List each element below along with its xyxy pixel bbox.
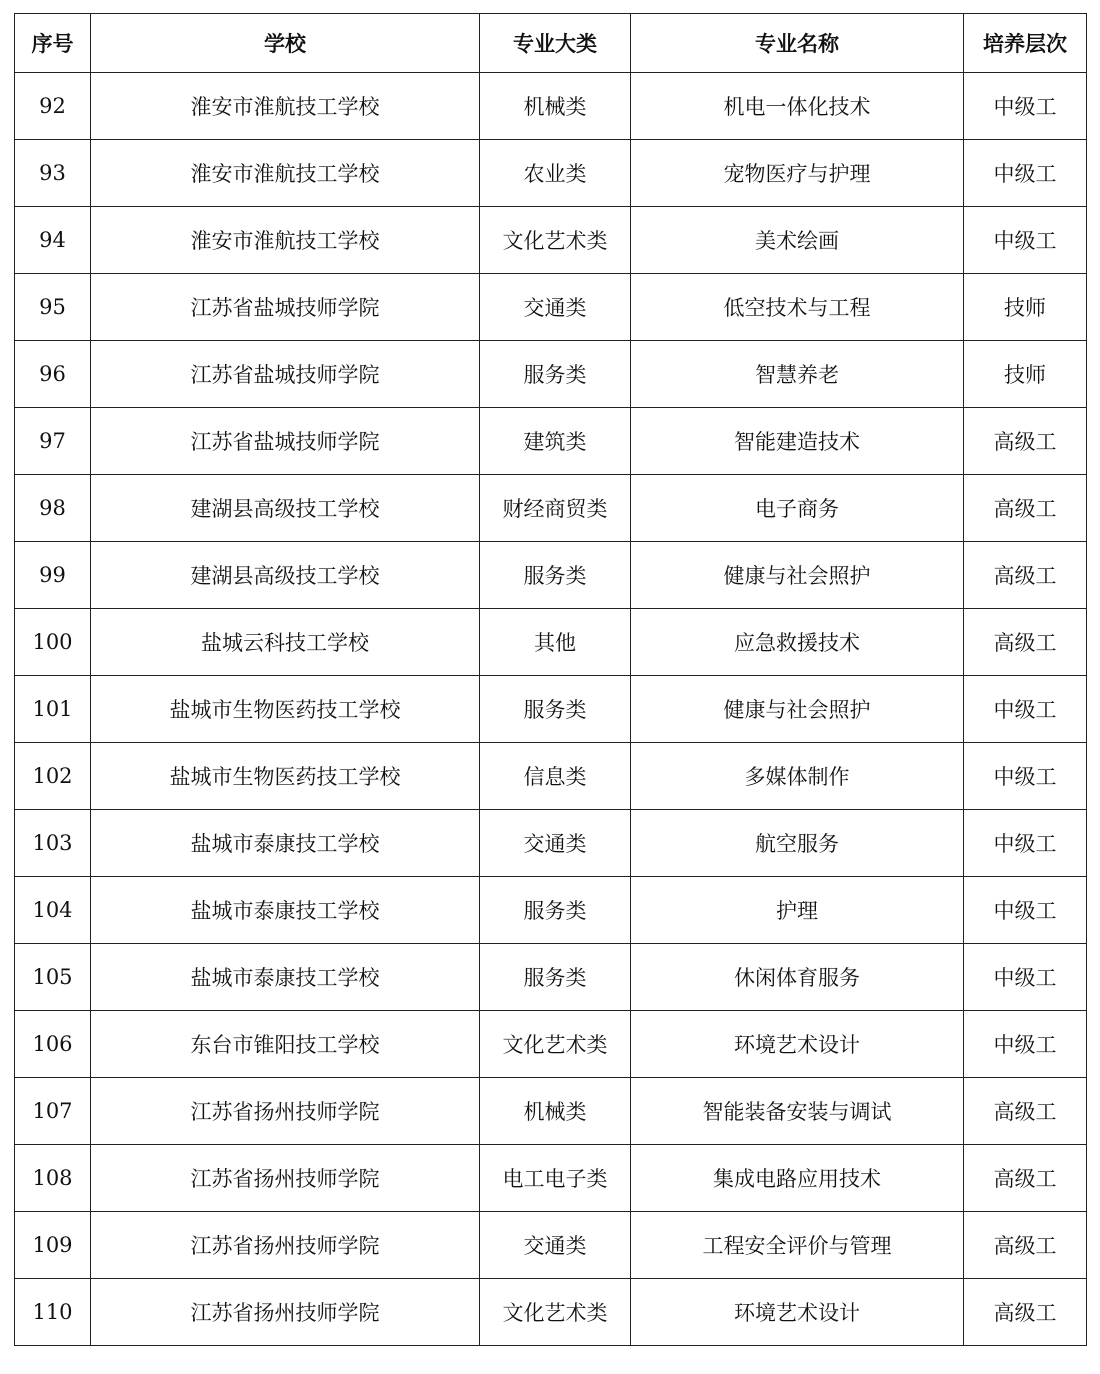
cell-training-level: 中级工 <box>964 810 1087 877</box>
header-major-name: 专业名称 <box>631 14 964 73</box>
cell-major-category: 农业类 <box>480 140 631 207</box>
cell-major-name: 航空服务 <box>631 810 964 877</box>
table-row <box>15 1279 1087 1346</box>
cell-school: 盐城市泰康技工学校 <box>91 877 480 944</box>
header-training-level: 培养层次 <box>964 14 1087 73</box>
cell-major-name: 应急救援技术 <box>631 609 964 676</box>
cell-training-level: 高级工 <box>964 609 1087 676</box>
cell-school: 江苏省扬州技师学院 <box>91 1212 480 1279</box>
cell-school: 建湖县高级技工学校 <box>91 542 480 609</box>
cell-serial-number: 93 <box>15 140 91 207</box>
table-row <box>15 408 1087 475</box>
table-row <box>15 73 1087 140</box>
cell-training-level: 中级工 <box>964 1011 1087 1078</box>
cell-major-category: 文化艺术类 <box>480 1011 631 1078</box>
cell-school: 淮安市淮航技工学校 <box>91 140 480 207</box>
cell-major-category: 服务类 <box>480 542 631 609</box>
cell-major-name: 机电一体化技术 <box>631 73 964 140</box>
cell-major-name: 智慧养老 <box>631 341 964 408</box>
cell-major-category: 其他 <box>480 609 631 676</box>
cell-major-name: 电子商务 <box>631 475 964 542</box>
table-row <box>15 1011 1087 1078</box>
cell-major-category: 机械类 <box>480 1078 631 1145</box>
cell-serial-number: 101 <box>15 676 91 743</box>
table-row <box>15 743 1087 810</box>
cell-school: 淮安市淮航技工学校 <box>91 207 480 274</box>
cell-serial-number: 99 <box>15 542 91 609</box>
cell-major-category: 服务类 <box>480 944 631 1011</box>
cell-major-name: 美术绘画 <box>631 207 964 274</box>
header-school: 学校 <box>91 14 480 73</box>
table-row <box>15 140 1087 207</box>
cell-major-name: 环境艺术设计 <box>631 1279 964 1346</box>
cell-school: 盐城云科技工学校 <box>91 609 480 676</box>
table-row <box>15 542 1087 609</box>
cell-training-level: 中级工 <box>964 207 1087 274</box>
header-serial-number: 序号 <box>15 14 91 73</box>
cell-major-category: 机械类 <box>480 73 631 140</box>
table-row <box>15 609 1087 676</box>
cell-serial-number: 104 <box>15 877 91 944</box>
cell-major-category: 文化艺术类 <box>480 1279 631 1346</box>
cell-major-name: 智能建造技术 <box>631 408 964 475</box>
cell-school: 盐城市泰康技工学校 <box>91 810 480 877</box>
table-row <box>15 475 1087 542</box>
cell-serial-number: 106 <box>15 1011 91 1078</box>
cell-major-name: 健康与社会照护 <box>631 676 964 743</box>
cell-training-level: 中级工 <box>964 743 1087 810</box>
table-row <box>15 274 1087 341</box>
cell-training-level: 高级工 <box>964 1212 1087 1279</box>
cell-training-level: 中级工 <box>964 140 1087 207</box>
cell-serial-number: 103 <box>15 810 91 877</box>
program-table <box>14 13 1087 1346</box>
cell-serial-number: 96 <box>15 341 91 408</box>
cell-serial-number: 102 <box>15 743 91 810</box>
cell-major-name: 环境艺术设计 <box>631 1011 964 1078</box>
cell-school: 江苏省盐城技师学院 <box>91 341 480 408</box>
cell-major-category: 服务类 <box>480 341 631 408</box>
cell-major-name: 工程安全评价与管理 <box>631 1212 964 1279</box>
cell-major-category: 服务类 <box>480 676 631 743</box>
cell-school: 建湖县高级技工学校 <box>91 475 480 542</box>
cell-serial-number: 107 <box>15 1078 91 1145</box>
cell-major-name: 健康与社会照护 <box>631 542 964 609</box>
cell-major-category: 文化艺术类 <box>480 207 631 274</box>
cell-major-name: 休闲体育服务 <box>631 944 964 1011</box>
cell-serial-number: 95 <box>15 274 91 341</box>
cell-training-level: 高级工 <box>964 1279 1087 1346</box>
cell-training-level: 高级工 <box>964 475 1087 542</box>
cell-school: 江苏省扬州技师学院 <box>91 1279 480 1346</box>
cell-major-category: 信息类 <box>480 743 631 810</box>
cell-training-level: 技师 <box>964 274 1087 341</box>
cell-serial-number: 92 <box>15 73 91 140</box>
table-row <box>15 810 1087 877</box>
table-header <box>15 14 1087 73</box>
cell-training-level: 中级工 <box>964 944 1087 1011</box>
table-body <box>15 73 1087 1346</box>
cell-major-category: 电工电子类 <box>480 1145 631 1212</box>
cell-school: 盐城市泰康技工学校 <box>91 944 480 1011</box>
header-major-category: 专业大类 <box>480 14 631 73</box>
table-row <box>15 1145 1087 1212</box>
cell-school: 江苏省扬州技师学院 <box>91 1145 480 1212</box>
cell-serial-number: 98 <box>15 475 91 542</box>
cell-school: 东台市锥阳技工学校 <box>91 1011 480 1078</box>
cell-serial-number: 108 <box>15 1145 91 1212</box>
cell-school: 盐城市生物医药技工学校 <box>91 676 480 743</box>
cell-training-level: 高级工 <box>964 1145 1087 1212</box>
cell-serial-number: 105 <box>15 944 91 1011</box>
cell-serial-number: 110 <box>15 1279 91 1346</box>
cell-school: 江苏省盐城技师学院 <box>91 274 480 341</box>
cell-serial-number: 94 <box>15 207 91 274</box>
cell-major-name: 护理 <box>631 877 964 944</box>
table-row <box>15 676 1087 743</box>
cell-major-category: 交通类 <box>480 1212 631 1279</box>
cell-school: 盐城市生物医药技工学校 <box>91 743 480 810</box>
cell-major-name: 集成电路应用技术 <box>631 1145 964 1212</box>
cell-training-level: 中级工 <box>964 73 1087 140</box>
cell-major-category: 交通类 <box>480 274 631 341</box>
cell-training-level: 中级工 <box>964 877 1087 944</box>
cell-major-name: 低空技术与工程 <box>631 274 964 341</box>
cell-major-category: 建筑类 <box>480 408 631 475</box>
cell-serial-number: 109 <box>15 1212 91 1279</box>
cell-major-name: 多媒体制作 <box>631 743 964 810</box>
cell-major-name: 智能装备安装与调试 <box>631 1078 964 1145</box>
table-row <box>15 944 1087 1011</box>
cell-major-category: 服务类 <box>480 877 631 944</box>
cell-major-name: 宠物医疗与护理 <box>631 140 964 207</box>
cell-major-category: 交通类 <box>480 810 631 877</box>
cell-training-level: 技师 <box>964 341 1087 408</box>
table-row <box>15 341 1087 408</box>
cell-serial-number: 97 <box>15 408 91 475</box>
cell-serial-number: 100 <box>15 609 91 676</box>
cell-school: 江苏省扬州技师学院 <box>91 1078 480 1145</box>
cell-training-level: 中级工 <box>964 676 1087 743</box>
cell-training-level: 高级工 <box>964 542 1087 609</box>
table-row <box>15 1212 1087 1279</box>
table-row <box>15 877 1087 944</box>
cell-training-level: 高级工 <box>964 408 1087 475</box>
table-row <box>15 207 1087 274</box>
table-row <box>15 1078 1087 1145</box>
cell-major-category: 财经商贸类 <box>480 475 631 542</box>
cell-training-level: 高级工 <box>964 1078 1087 1145</box>
cell-school: 淮安市淮航技工学校 <box>91 73 480 140</box>
cell-school: 江苏省盐城技师学院 <box>91 408 480 475</box>
header-row <box>15 14 1087 73</box>
